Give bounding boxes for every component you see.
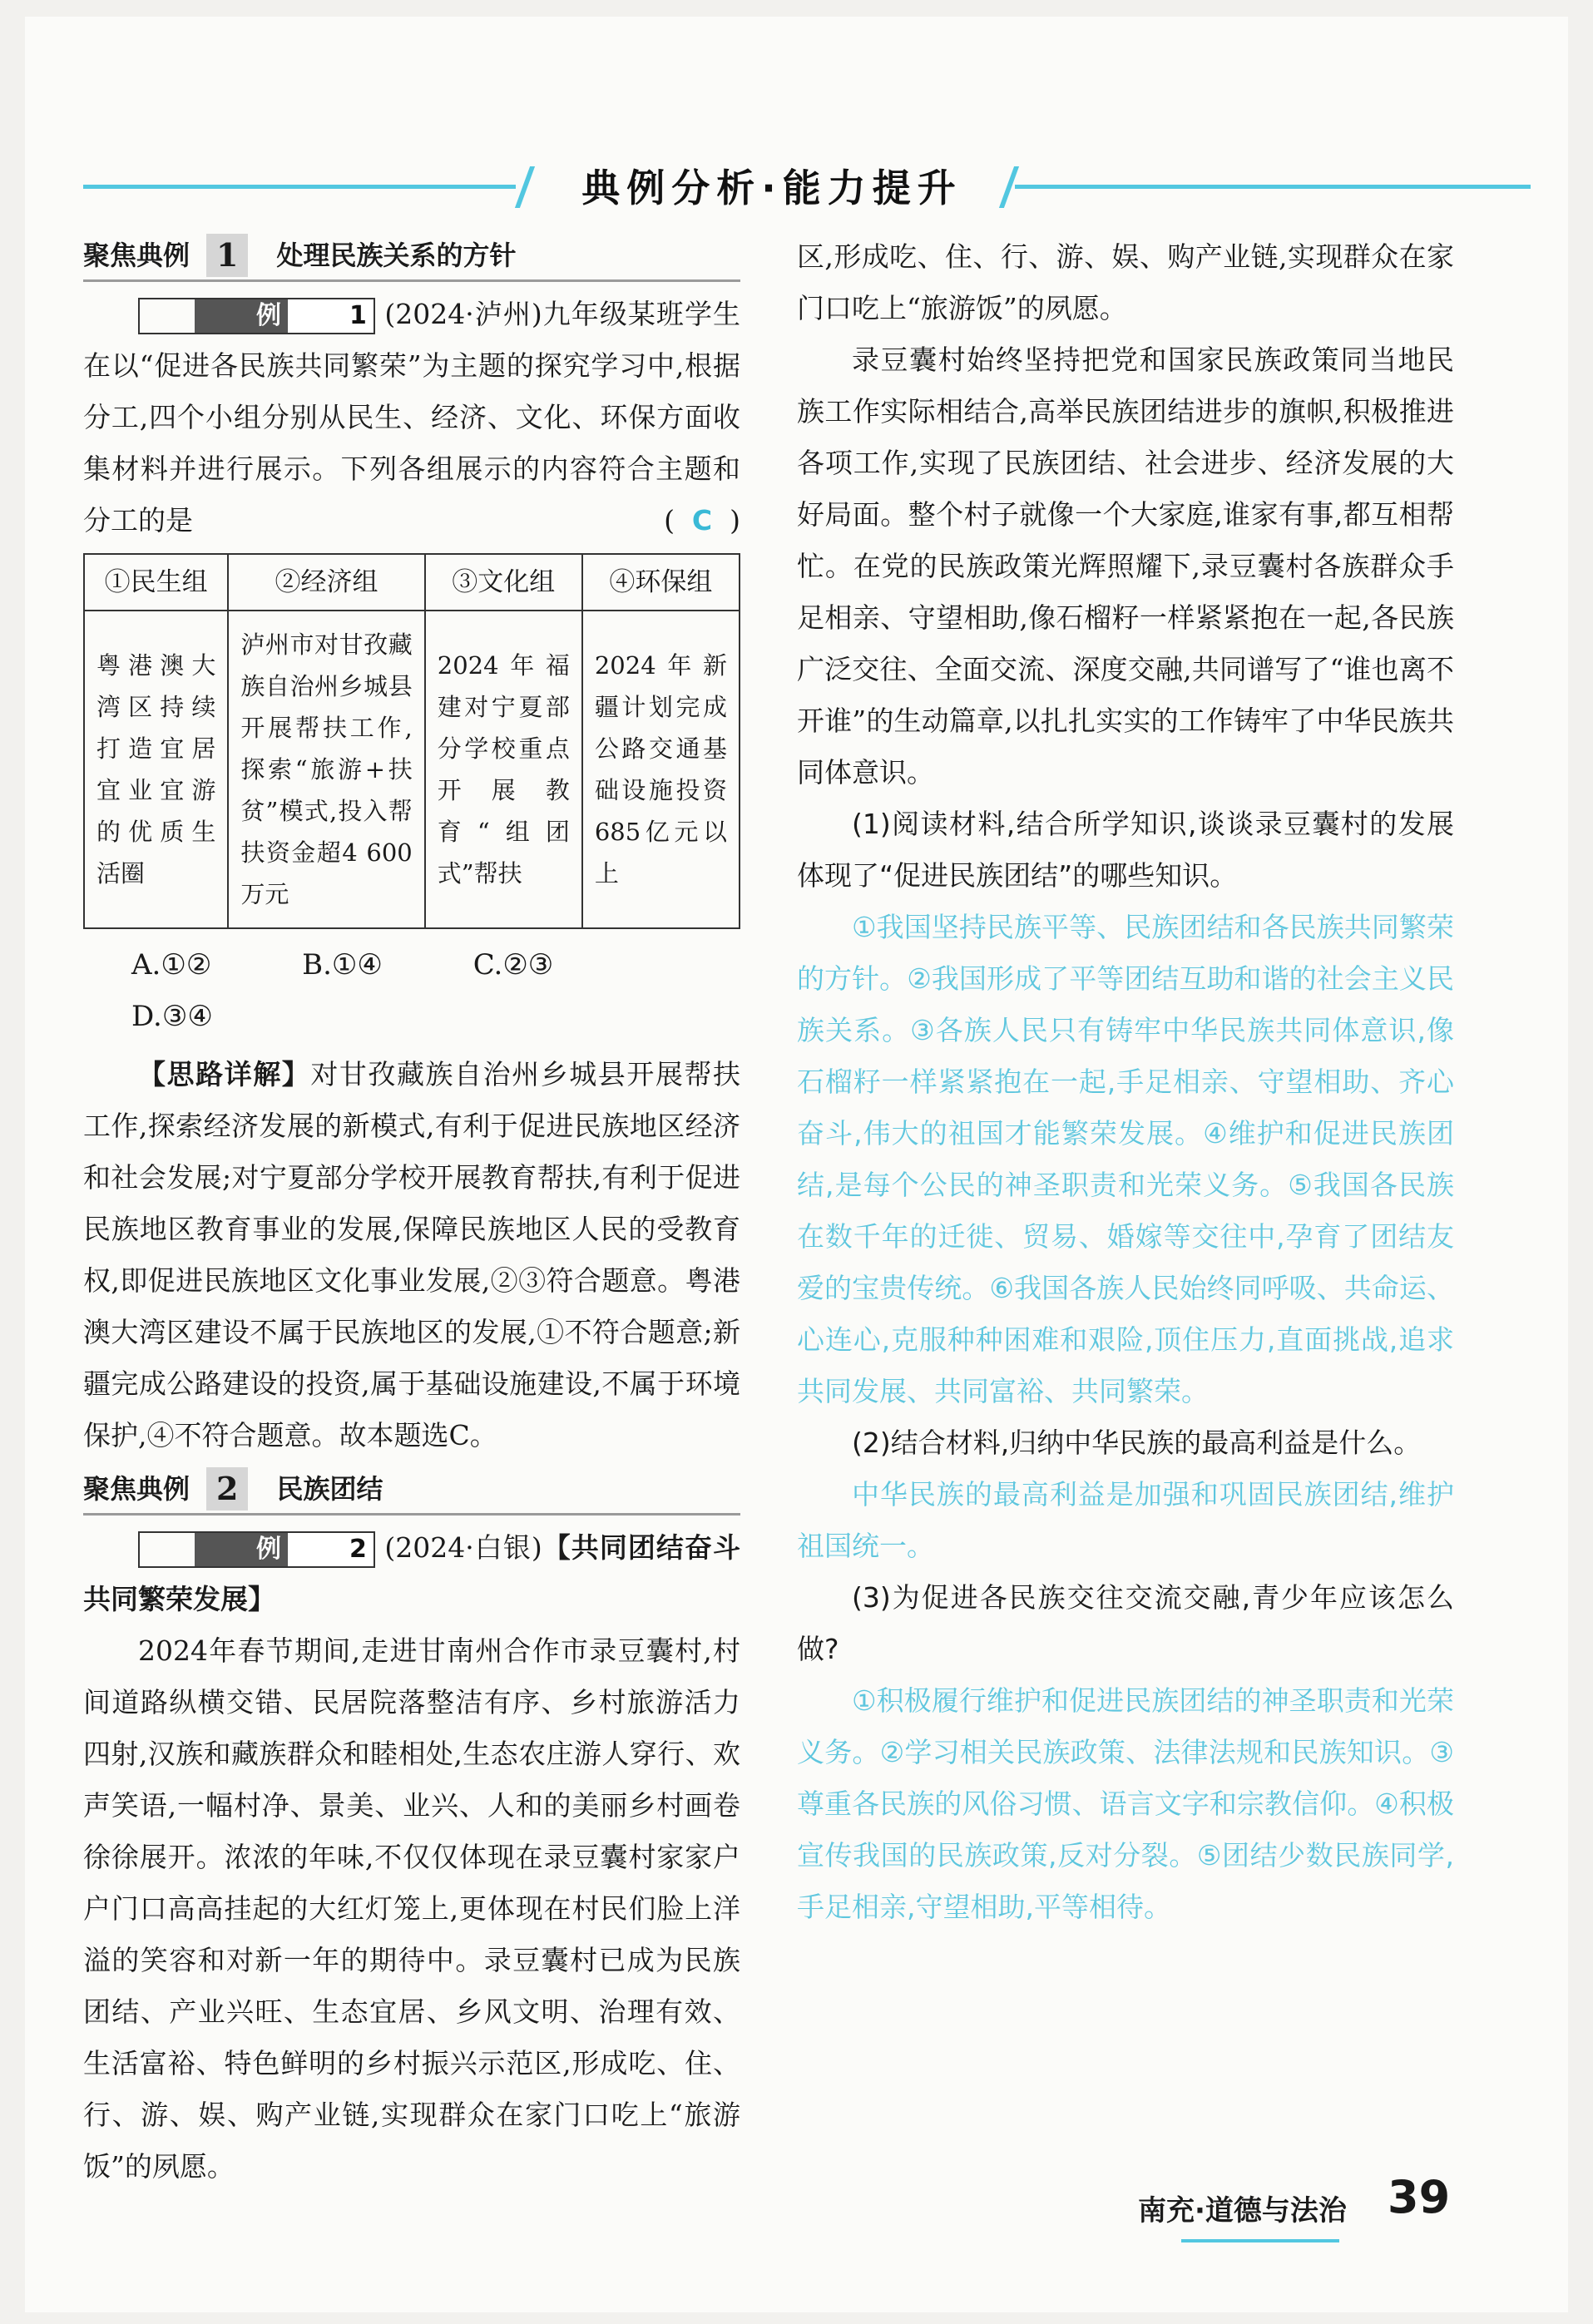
right-column — [797, 231, 1454, 1933]
table-cell: 2024年福建对宁夏部分学校重点开展教育“组团式”帮扶 — [425, 611, 582, 928]
table-header: ③文化组 — [425, 554, 582, 611]
table-header: ②经济组 — [228, 554, 424, 611]
answer-bracket: ( C ) — [664, 504, 740, 536]
option-b: B.①④ — [302, 948, 383, 982]
answer-choice: C — [691, 504, 713, 536]
left-column — [83, 231, 741, 2183]
footer-subject: 南充·道德与法治 — [1138, 2194, 1347, 2228]
focus-label: 聚焦典例 — [83, 1473, 190, 1505]
answer-options — [83, 939, 740, 1042]
example2-heading — [83, 1522, 740, 1625]
example-tag: 例 1 — [138, 298, 375, 334]
example2-title: 【共同团结奋斗 共同繁荣发展】 — [83, 1531, 740, 1615]
focus-label: 聚焦典例 — [83, 240, 190, 271]
example-tag: 例 2 — [138, 1531, 375, 1568]
header-slash-left — [515, 166, 535, 208]
section-header — [83, 158, 1447, 216]
focus-heading-1 — [83, 231, 740, 282]
material-paragraph-1-continued: 区,形成吃、住、行、游、娱、购产业链,实现群众在家门口吃上“旅游饭”的夙愿。 — [797, 240, 1454, 324]
focus-number: 2 — [206, 1467, 248, 1511]
answer-1: ①我国坚持民族平等、民族团结和各民族共同繁荣的方针。②我国形成了平等团结互助和谐的社会主义民族关系。③各族人民只有铸牢中华民族共同体意识,像石榴籽一样紧紧抱在一起,手足相亲、守望相助、齐心奋斗,伟大的祖国才能繁荣发展。④维护和促进民族团结,是每个公民的神圣职责和光荣义务。⑤我国各民族在数千年的迁徙、贸易、婚嫁等交往中,孕育了团结友爱的宝贵传统。⑥我国各族人民始终同呼吸、共命运、心连心,克服种种困难和艰险,顶住压力,直面挑战,追求共同发展、共同富裕、共同繁荣。 — [797, 911, 1454, 1407]
table-cell: 2024年新疆计划完成公路交通基础设施投资685亿元以上 — [582, 611, 740, 928]
material-paragraph-1: 2024年春节期间,走进甘南州合作市录豆囊村,村间道路纵横交错、民居院落整洁有序、乡村旅游活力四射,汉族和藏族群众和睦相处,生态农庄游人穿行、欢声笑语,一幅村净、景美、业兴、人和的美丽乡村画卷徐徐展开。浓浓的年味,不仅仅体现在录豆囊村家家户户门口高高挂起的大红灯笼上,更体现在村民们脸上洋溢的笑容和对新一年的期待中。录豆囊村已成为民族团结、产业兴旺、生态宜居、乡风文明、治理有效、生活富裕、特色鲜明的乡村振兴示范区,形成吃、住、行、游、娱、购产业链,实现群众在家门口吃上“旅游饭”的夙愿。 — [83, 1634, 740, 2183]
focus-number: 1 — [206, 234, 248, 277]
question-2: (2)结合材料,归纳中华民族的最高利益是什么。 — [852, 1427, 1422, 1459]
header-rule-right — [1015, 185, 1531, 189]
analysis-label: 【思路详解】 — [138, 1058, 311, 1090]
option-a: A.①② — [131, 948, 212, 982]
question-3: (3)为促进各民族交往交流交融,青少年应该怎么做? — [797, 1581, 1454, 1665]
answer-2: 中华民族的最高利益是加强和巩固民族团结,维护祖国统一。 — [797, 1478, 1454, 1562]
header-rule-left — [83, 185, 516, 189]
analysis-text: 对甘孜藏族自治州乡城县开展帮扶工作,探索经济发展的新模式,有利于促进民族地区经济和社会发展;对宁夏部分学校开展教育帮扶,有利于促进民族地区教育事业的发展,保障民族地区人民的受教育权,即促进民族地区文化事业发展,②③符合题意。粤港澳大湾区建设不属于民族地区的发展,①不符合题意;新疆完成公路建设的投资,属于基础设施建设,不属于环境保护,④不符合题意。故本题选C。 — [83, 1058, 741, 1451]
section-title: 典例分析·能力提升 — [581, 166, 962, 210]
table-cell: 泸州市对甘孜藏族自治州乡城县开展帮扶工作,探索“旅游+扶贫”模式,投入帮扶资金超4 600万元 — [228, 611, 424, 928]
example2-source: (2024·白银) — [384, 1531, 542, 1564]
groups-table — [83, 553, 740, 929]
table-cell: 粤港澳大湾区持续打造宜居宜业宜游的优质生活圈 — [84, 611, 228, 928]
focus-heading-2 — [83, 1465, 740, 1516]
material-paragraph-2: 录豆囊村始终坚持把党和国家民族政策同当地民族工作实际相结合,高举民族团结进步的旗帜,积极推进各项工作,实现了民族团结、社会进步、经济发展的大好局面。整个村子就像一个大家庭,谁家有事,都互相帮忙。在党的民族政策光辉照耀下,录豆囊村各族群众手足相亲、守望相助,像石榴籽一样紧紧抱在一起,各民族广泛交往、全面交流、深度交融,共同谱写了“谁也离不开谁”的生动篇章,以扎扎实实的工作铸牢了中华民族共同体意识。 — [797, 344, 1454, 789]
option-c: C.②③ — [472, 948, 554, 982]
table-header: ①民生组 — [84, 554, 228, 611]
analysis — [83, 1049, 740, 1461]
question-text: (2024·泸州)九年级某班学生在以“促进各民族共同繁荣”为主题的探究学习中,根据分工,四个小组分别从民生、经济、文化、环保方面收集材料并进行展示。下列各组展示的内容符合主题和分工的是 — [83, 298, 740, 536]
example1-question — [83, 289, 740, 546]
option-d: D.③④ — [131, 1000, 213, 1033]
focus-title: 民族团结 — [276, 1473, 383, 1505]
table-header: ④环保组 — [582, 554, 740, 611]
focus-title: 处理民族关系的方针 — [276, 240, 517, 271]
page-number: 39 — [1388, 2171, 1451, 2223]
question-1: (1)阅读材料,结合所学知识,谈谈录豆囊村的发展体现了“促进民族团结”的哪些知识。 — [797, 808, 1454, 892]
answer-3: ①积极履行维护和促进民族团结的神圣职责和光荣义务。②学习相关民族政策、法律法规和民族知识。③尊重各民族的风俗习惯、语言文字和宗教信仰。④积极宣传我国的民族政策,反对分裂。⑤团结少数民族同学,手足相亲,守望相助,平等相待。 — [797, 1684, 1454, 1923]
footer-rule — [1181, 2239, 1339, 2242]
